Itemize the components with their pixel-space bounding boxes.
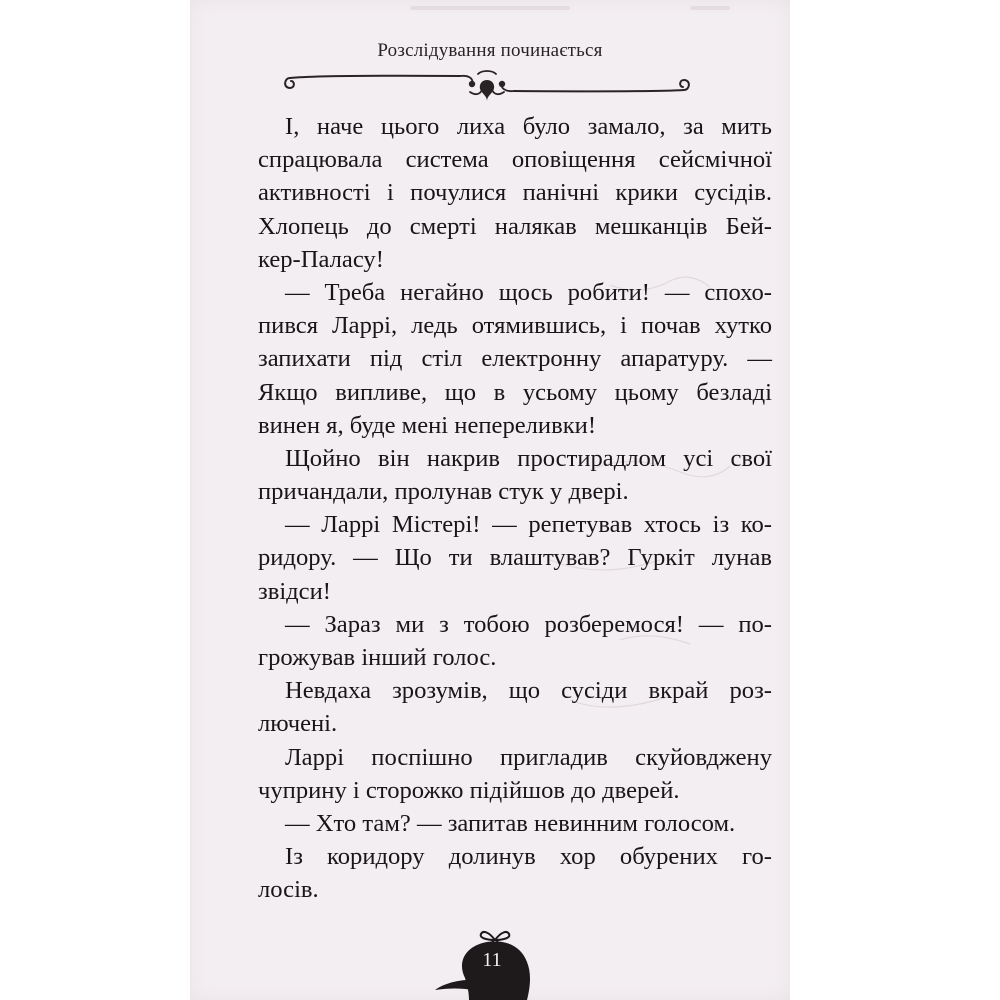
text-line: звідси!	[258, 577, 331, 605]
text-line: І, наче цього лиха було замало, за мить	[285, 113, 772, 140]
text-line: запихати під стіл електронну апаратуру. —	[258, 345, 772, 373]
text-line: активності і почулися панічні крики сусідів.	[258, 179, 772, 207]
text-line: лосів.	[258, 876, 319, 904]
page-number: 11	[482, 949, 502, 971]
text-line: Із коридору долинув хор обурених го-	[285, 843, 772, 871]
text-line: кер-Паласу!	[258, 245, 384, 273]
running-header-title: Розслідування починається	[377, 40, 603, 61]
text-line: Невдаха зрозумів, що сусіди вкрай роз-	[285, 677, 772, 705]
text-line: ридору. — Що ти влаштував? Гуркіт лунав	[258, 544, 772, 572]
header-ornament	[282, 66, 692, 104]
book-page	[190, 0, 790, 1000]
text-line: спрацювала система оповіщення сейсмічної	[258, 146, 772, 174]
text-line: Хлопець до смерті налякав мешканців Бей-	[258, 212, 772, 240]
text-line: винен я, буде мені непереливки!	[258, 411, 597, 439]
text-line: пився Ларрі, ледь отямившись, і почав хутко	[258, 312, 772, 340]
text-line: — Треба негайно щось робити! — спохо-	[285, 278, 772, 306]
text-line: Якщо випливе, що в усьому цьому безладі	[258, 378, 772, 406]
text-line: Щойно він накрив простирадлом усі свої	[285, 444, 772, 472]
text-line: чуприну і сторожко підійшов до дверей.	[258, 776, 680, 804]
text-line: — Ларрі Містері! — репетував хтось із ко-	[285, 511, 772, 539]
text-line: — Зараз ми з тобою розберемося! — по-	[285, 610, 772, 638]
chapter-body-text	[258, 110, 772, 907]
text-line: — Хто там? — запитав невинним голосом.	[285, 809, 736, 837]
text-line: Ларрі поспішно пригладив скуйовджену	[285, 743, 772, 771]
text-line: грожував інший голос.	[258, 644, 497, 671]
text-line: причандали, пролунав стук у двері.	[258, 478, 629, 506]
text-line: лючені.	[258, 710, 338, 738]
